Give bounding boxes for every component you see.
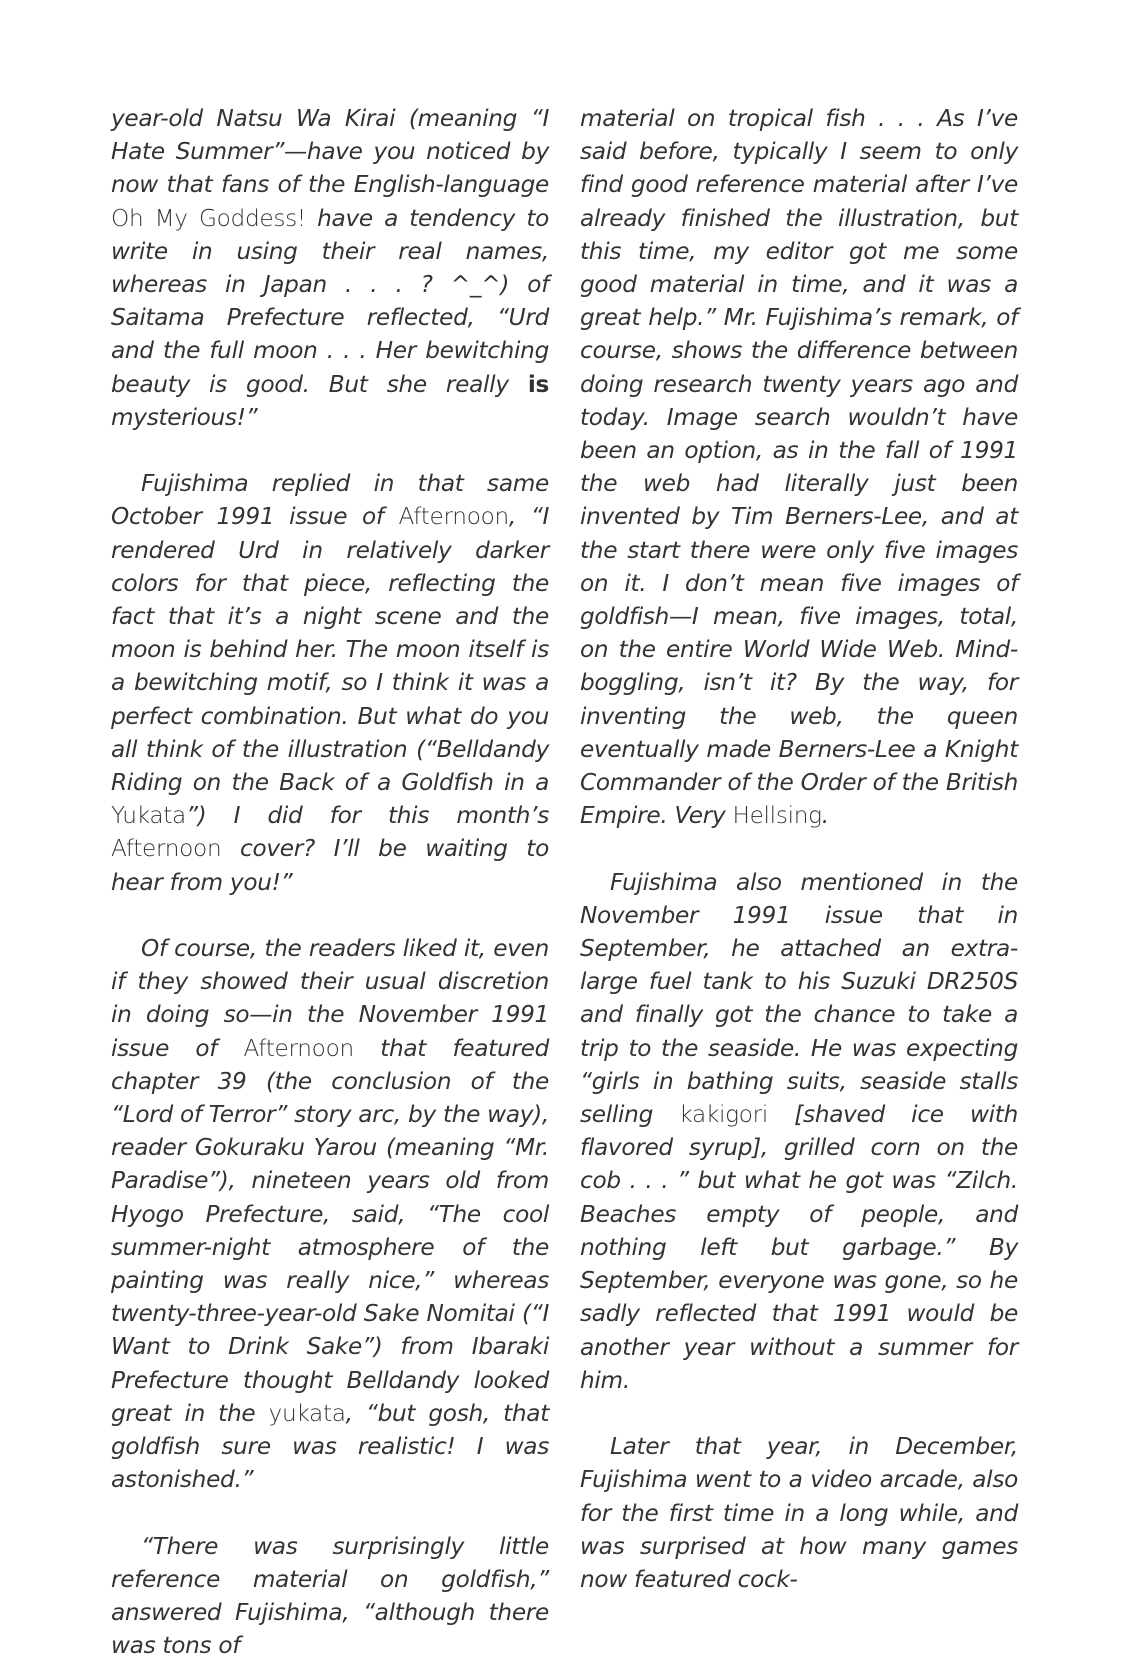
foreign-word: Yukata: [111, 802, 186, 830]
title-reference: Afternoon: [398, 503, 509, 531]
text-run: Of course, the readers liked it, even if they showed their usual discretion in doing so—in the November 1991 issue of: [111, 935, 549, 1062]
title-reference: Hellsing: [732, 802, 822, 830]
right-column: [580, 102, 1018, 1596]
text-run: have a tendency to write in using their real names, whereas in Japan . . . ? ^_^) of Saitama Prefecture reflected, “Urd and the full moon . . . Her bewitching beauty is good. But she really: [111, 204, 550, 398]
title-reference: Afternoon: [111, 835, 222, 863]
paragraph: [111, 102, 549, 434]
paragraph: [111, 1530, 549, 1663]
text-run: year-old Natsu Wa Kirai (meaning “I Hate Summer”—have you noticed by now that fans of the English-language: [111, 105, 549, 199]
text-run: material on tropical fish . . . As I’ve said before, typically I seem to only find good reference material after I’ve already finished the illustration, but this time, my editor got me some good material in time, and it was a great help.” Mr. Fujishima’s remark, of course, shows the difference between doing research twenty years ago and today. Image search wouldn’t have been an option, as in the fall of 1991 the web had literally just been invented by Tim Berners-Lee, and at the start there were only five images on it. I don’t mean five images of goldfish—I mean, five images, total, on the entire World Wide Web. Mind-boggling, isn’t it? By the way, for inventing the web, the queen eventually made Berners-Lee a Knight Commander of the Order of the British Empire. Very: [580, 105, 1018, 830]
text-run: , “I rendered Urd in relatively darker colors for that piece, reflecting the fact that it’s a night scene and the moon is behind her. The moon itself is a bewitching motif, so I think it was a perfect combination. But what do you all think of the illustration (“Belldandy Riding on the Back of a Goldfish in a: [111, 503, 549, 797]
paragraph: [580, 1430, 1018, 1596]
title-reference: Afternoon: [243, 1034, 354, 1062]
foreign-word: yukata: [268, 1399, 346, 1427]
title-reference: Oh My Goddess!: [111, 204, 306, 232]
paragraph: [111, 467, 549, 899]
paragraph: [580, 102, 1018, 832]
emphasis: is: [527, 370, 549, 398]
text-run: Fujishima also mentioned in the November 1991 issue that in September, he attached an extra-large fuel tank to his Suzuki DR250S and finally got the chance to take a trip to the seaside. He was expecting “girls in bathing suits, seaside stalls selling: [580, 868, 1018, 1129]
text-run: , “but gosh, that goldfish sure was realistic! I was astonished.”: [111, 1399, 549, 1494]
text-run: Fujishima replied in that same October 1991 issue of: [111, 470, 549, 531]
text-run: .: [821, 802, 829, 830]
foreign-word: kakigori: [679, 1101, 769, 1129]
paragraph: [111, 932, 549, 1496]
text-run: that featured chapter 39 (the conclusion of the “Lord of Terror” story arc, by the way), reader Gokuraku Yarou (meaning “Mr. Paradise”), nineteen years old from Hyogo Prefecture, said, “The cool summer-night atmosphere of the painting was really nice,” whereas twenty-three-year-old Sake Nomitai (“I Want to Drink Sake”) from Ibaraki Prefecture thought Belldandy looked great in the: [111, 1034, 549, 1427]
text-run: “There was surprisingly little reference material on goldfish,” answered Fujishima, “although there was tons of: [111, 1532, 549, 1660]
text-run: cover? I’ll be waiting to hear from you!”: [111, 835, 549, 896]
left-column: [111, 102, 549, 1663]
paragraph: [580, 866, 1018, 1397]
text-run: mysterious!”: [111, 403, 258, 431]
text-run: Later that year, in December, Fujishima went to a video arcade, also for the first time in a long while, and was surprised at how many games now featured cock-: [580, 1433, 1018, 1593]
text-run: [shaved ice with flavored syrup], grilled corn on the cob . . . ” but what he got was “Zilch. Beaches empty of people, and nothing left but garbage.” By September, everyone was gone, so he sadly reflected that 1991 would be another year without a summer for him.: [580, 1101, 1018, 1394]
text-run: ”) I did for this month’s: [185, 802, 549, 830]
